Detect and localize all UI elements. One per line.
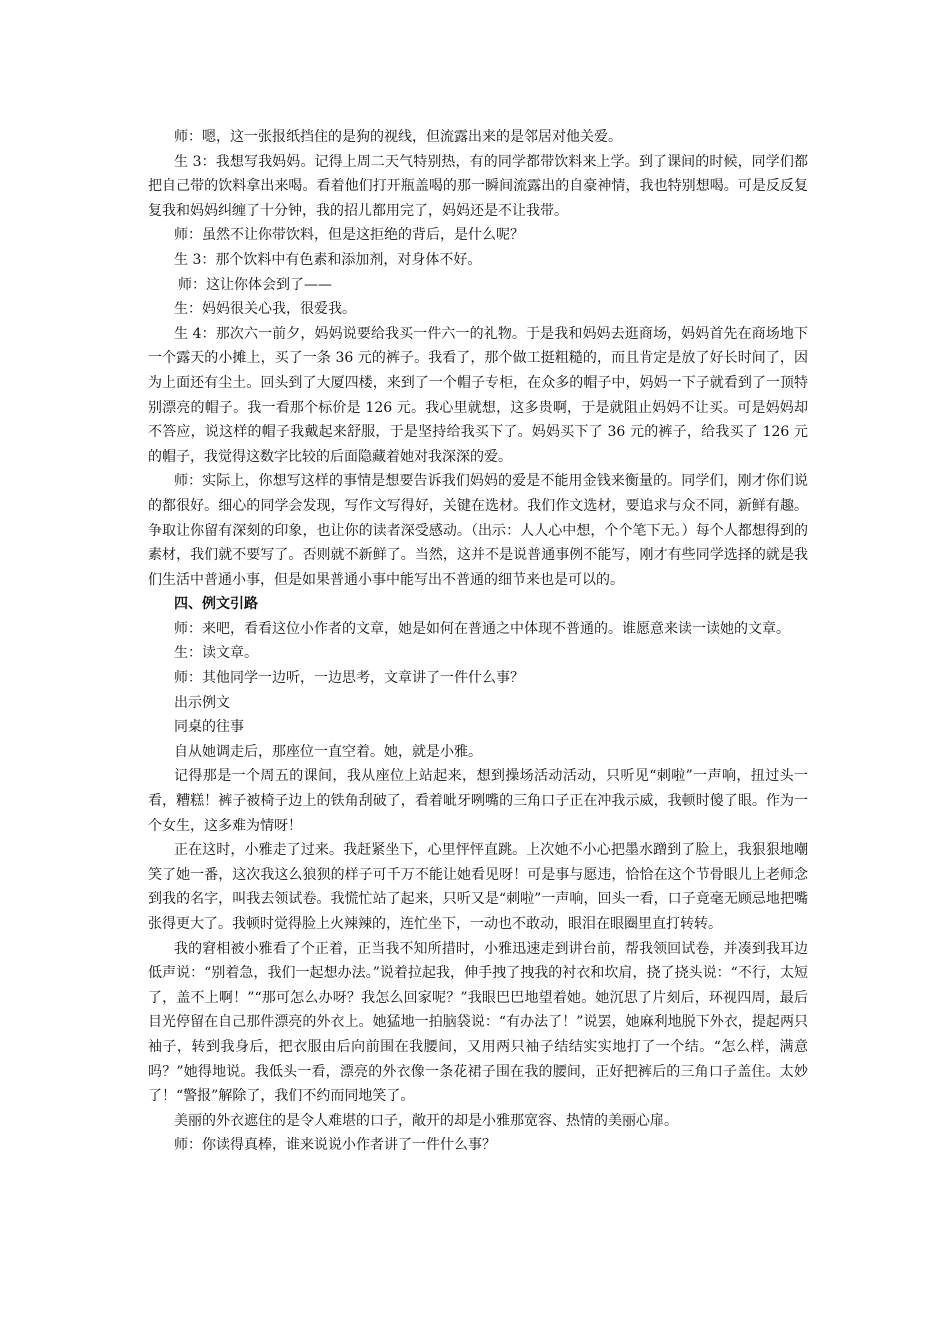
paragraph-student3-drink: 生 3：我想写我妈妈。记得上周二天气特别热，有的同学都带饮料来上学。到了课间的时候，同学们都把自己带的饮料拿出来喝。看着他们打开瓶盖喝的那一瞬间流露出的自豪神情，我也特别想喝。可是反反复复我和妈妈纠缠了十分钟，我的招儿都用完了，妈妈还是不让我带。 [148, 153, 808, 219]
example-paragraph-2: 记得那是一个周五的课间，我从座位上站起来，想到操场活动活动，只听见“刺啦”一声响，扭过头一看，糟糕！裤子被椅子边上的铁角刮破了，看着呲牙咧嘴的三角口子正在冲我示威，我顿时傻了眼。作为一个女生，这多难为情呀！ [148, 768, 808, 834]
paragraph-student4-gift: 生 4：那次六一前夕，妈妈说要给我买一件六一的礼物。于是我和妈妈去逛商场，妈妈首先在商场地下一个露天的小摊上，买了一条 36 元的裤子。我看了，那个做工挺粗糙的，而且肯定是放了好长时间了，因为上面还有尘土。回头到了大厦四楼，来到了一个帽子专柜，在众多的帽子中，妈妈一下子就看到了一顶特别漂亮的帽子。我一看那个标价是 126 元。我心里就想，这多贵啊，于是就阻止妈妈不让买。可是妈妈却不答应，说这样的帽子我戴起来舒服，于是坚持给我买下了。妈妈买下了 36 元的裤子，给我买了 126 元的帽子，我觉得这数字比较的后面隐藏着她对我深深的爱。 [148, 325, 808, 465]
paragraph-teacher-refusal: 师：虽然不让你带饮料，但是这拒绝的背后，是什么呢？ [174, 227, 524, 244]
paragraph-teacher-think: 师：其他同学一边听，一边思考，文章讲了一件什么事？ [174, 670, 524, 687]
example-paragraph-1: 自从她调走后，那座位一直空着。她，就是小雅。 [174, 743, 482, 760]
section-heading: 四、例文引路 [174, 596, 258, 613]
paragraph-teacher-question: 师：你读得真棒，谁来说说小作者讲了一件什么事？ [174, 1137, 496, 1154]
example-title: 同桌的往事 [174, 719, 244, 736]
example-paragraph-3: 正在这时，小雅走了过来。我赶紧坐下，心里怦怦直跳。上次她不小心把墨水蹭到了脸上，我狠狠地嘲笑了她一番，这次我这么狼狈的样子可千万不能让她看见呀！可是事与愿违，恰恰在这个节骨眼儿上老师念到我的名字，叫我去领试卷。我慌忙站了起来，只听又是“刺啦”一声响，回头一看，口子竟毫无顾忌地把嘴张得更大了。我顿时觉得脸上火辣辣的，连忙坐下，一动也不敢动，眼泪在眼圈里直打转转。 [148, 842, 808, 932]
example-paragraph-5: 美丽的外衣遮住的是令人难堪的口子，敞开的却是小雅那宽容、热情的美丽心扉。 [174, 1112, 678, 1129]
paragraph-teacher-newspaper: 师：嗯，这一张报纸挡住的是狗的视线，但流露出来的是邻居对他关爱。 [174, 129, 622, 145]
paragraph-student-love: 生：妈妈很关心我，很爱我。 [174, 301, 356, 318]
document-body [148, 125, 808, 1158]
paragraph-teacher-realize: 师：这让你体会到了—— [178, 276, 332, 293]
paragraph-student3-reason: 生 3：那个饮料中有色素和添加剂，对身体不好。 [174, 251, 482, 268]
paragraph-student-read: 生：读文章。 [174, 645, 258, 662]
paragraph-show-example: 出示例文 [174, 694, 230, 711]
paragraph-teacher-summary: 师：实际上，你想写这样的事情是想要告诉我们妈妈的爱是不能用金钱来衡量的。同学们，刚才你们说的都很好。细心的同学会发现，写作文写得好，关键在选材。我们作文选材，要追求与众不同，新鲜有趣。争取让你留有深刻的印象，也让你的读者深受感动。（出示：人人心中想，个个笔下无。）每个人都想得到的素材，我们就不要写了。否则就不新鲜了。当然，这并不是说普通事例不能写，刚才有些同学选择的就是我们生活中普通小事，但是如果普通小事中能写出不普通的细节来也是可以的。 [148, 473, 808, 588]
paragraph-teacher-example: 师：来吧，看看这位小作者的文章，她是如何在普通之中体现不普通的。谁愿意来读一读她的文章。 [174, 620, 790, 637]
example-paragraph-4: 我的窘相被小雅看了个正着，正当我不知所措时，小雅迅速走到讲台前，帮我领回试卷，并凑到我耳边低声说：“别着急，我们一起想办法。”说着拉起我，伸手拽了拽我的衬衣和坎肩，挠了挠头说：“不行，太短了，盖不上啊！”“那可怎么办呀？我怎么回家呢？”我眼巴巴地望着她。她沉思了片刻后，环视四周，最后目光停留在自己那件漂亮的外衣上。她猛地一拍脑袋说：“有办法了！”说罢，她麻利地脱下外衣，提起两只袖子，转到我身后，把衣服由后向前围在我腰间，又用两只袖子结结实实地打了一个结。“怎么样，满意吗？”她得地说。我低头一看，漂亮的外衣像一条花裙子围在我的腰间，正好把裤后的三角口子盖住。太妙了！“警报”解除了，我们不约而同地笑了。 [148, 940, 808, 1105]
